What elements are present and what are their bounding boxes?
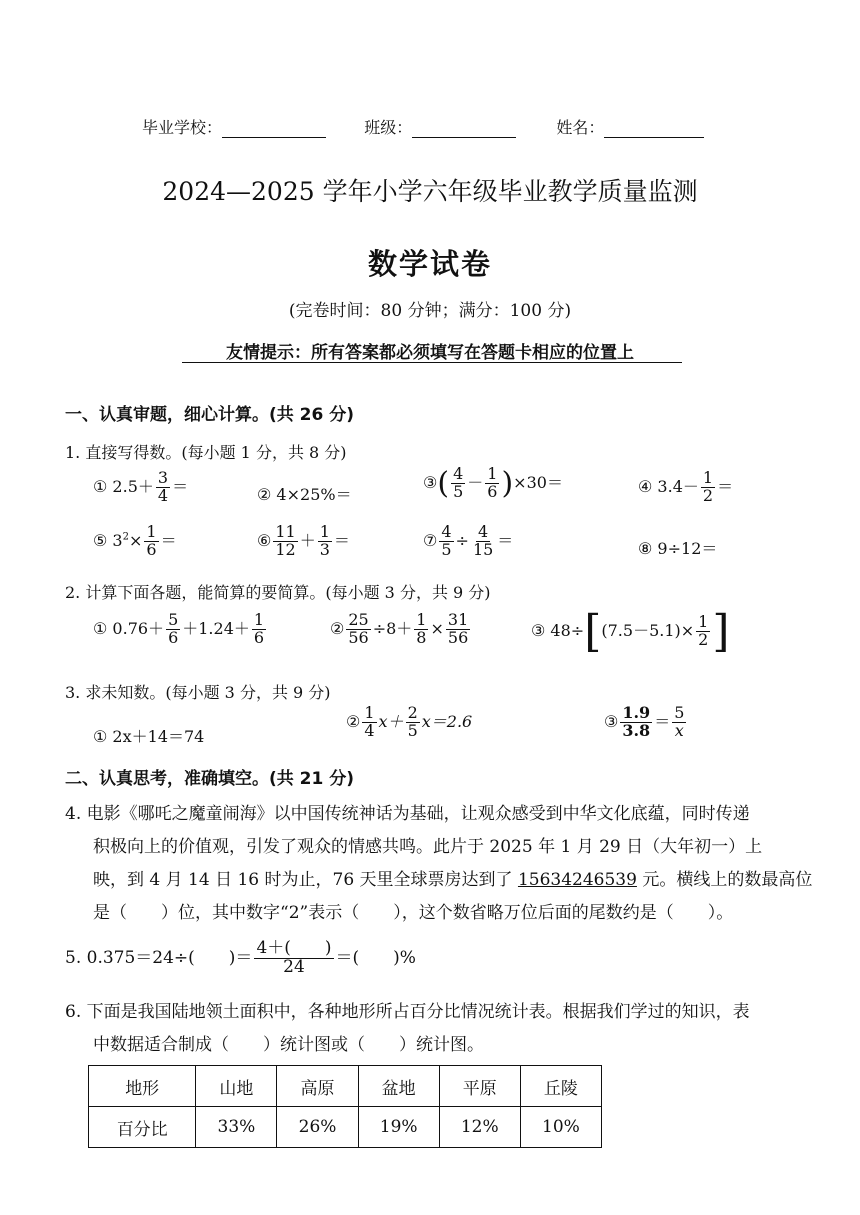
q1-item-5: ⑤ $3^2\times$ $\frac{1}{6}$ ＝ <box>93 522 177 559</box>
tip-underline <box>182 362 682 363</box>
fraction: $\frac{1}{2}$ <box>698 612 709 649</box>
q6-line-1: 6. 下面是我国陆地领土面积中，各种地形所占百分比情况统计表。根据我们学过的知识，表 <box>65 1002 750 1022</box>
table-cell: 19% <box>358 1107 439 1148</box>
q2-item-2: ② $\frac{25}{56}$ ÷8＋ $\frac{1}{8}$ × $\frac{31}{56}$ <box>330 610 469 647</box>
fraction: $\frac{1}{4}$ <box>364 703 375 740</box>
q2-stem: 2. 计算下面各题，能简算的要简算。(每小题 3 分，共 9 分) <box>65 583 491 602</box>
fraction: $\frac{4}{15}$ <box>472 522 494 559</box>
fraction: $\frac{1}{8}$ <box>416 610 427 647</box>
table-header-row <box>89 1066 602 1107</box>
fraction: $\frac{4+( )}{24}$ <box>256 938 332 977</box>
q3-stem: 3. 求未知数。(每小题 3 分，共 9 分) <box>65 683 331 702</box>
class-blank[interactable] <box>412 119 516 138</box>
school-label: 毕业学校： <box>142 118 223 137</box>
fraction: $\frac{1}{6}$ <box>253 610 265 647</box>
fraction: $\frac{31}{56}$ <box>447 610 469 647</box>
terrain-table <box>88 1065 602 1148</box>
fraction: $\frac{1}{6}$ <box>146 522 157 559</box>
table-cell: 12% <box>439 1107 520 1148</box>
fraction: $\frac{5}{x}$ <box>674 703 685 740</box>
fraction: $\frac{4}{5}$ <box>453 464 464 501</box>
table-cell: 33% <box>196 1107 277 1148</box>
q1-item-7: ⑦ $\frac{4}{5}$ ÷ $\frac{4}{15}$ ＝ <box>423 522 514 559</box>
exam-title: 2024—2025 学年小学六年级毕业教学质量监测 <box>162 177 698 206</box>
q1-item-2: ② 4×25%＝ <box>257 485 352 504</box>
exam-subtitle: 数学试卷 <box>367 247 492 281</box>
q4-line-2: 积极向上的价值观，引发了观众的情感共鸣。此片于 2025 年 1 月 29 日（大年初一）上 <box>93 837 763 857</box>
table-cell: 高原 <box>277 1066 358 1107</box>
table-row <box>89 1107 602 1148</box>
fraction: $\frac{4}{5}$ <box>441 522 452 559</box>
name-label: 姓名： <box>556 118 605 137</box>
q2-item-3: ③ 48÷[(7.5－5.1)× $\frac{1}{2}$ ] <box>531 606 730 657</box>
table-cell: 平原 <box>439 1066 520 1107</box>
q1-item-4: ④ 3.4－ $\frac{1}{2}$ ＝ <box>638 468 734 505</box>
fraction: $\frac{3}{4}$ <box>157 468 169 505</box>
answer-tip: 友情提示：所有答案都必须填写在答题卡相应的位置上 <box>226 343 634 363</box>
q1-item-6: ⑥ $\frac{11}{12}$ ＋ $\frac{1}{3}$ ＝ <box>257 522 350 559</box>
table-cell: 百分比 <box>89 1107 196 1148</box>
fraction: $\frac{11}{12}$ <box>275 522 296 559</box>
table-cell: 地形 <box>89 1066 196 1107</box>
fraction: $\frac{1}{6}$ <box>487 464 498 501</box>
fraction: $\frac{2}{5}$ <box>407 703 418 740</box>
table-cell: 盆地 <box>358 1066 439 1107</box>
fraction: $\frac{5}{6}$ <box>168 610 179 647</box>
section2-heading: 二、认真思考，准确填空。(共 21 分) <box>65 769 355 789</box>
section1-heading: 一、认真审题，细心计算。(共 26 分) <box>65 405 355 425</box>
table-cell: 丘陵 <box>520 1066 601 1107</box>
q4-line-3: 映，到 4 月 14 日 16 时为止，76 天里全球票房达到了 15634246539 元。横线上的数最高位 <box>93 870 813 890</box>
q2-item-1: ① 0.76＋ $\frac{5}{6}$ ＋1.24＋ $\frac{1}{6}$ <box>93 610 265 647</box>
q3-item-3: ③ $\frac{1.9}{3.8}$ ＝ $\frac{5}{x}$ <box>604 703 685 740</box>
name-blank[interactable] <box>604 119 704 138</box>
q6-line-2: 中数据适合制成（ ）统计图或（ ）统计图。 <box>93 1035 484 1055</box>
q3-item-1: ① 2x＋14＝74 <box>93 727 205 746</box>
table-cell: 10% <box>520 1107 601 1148</box>
class-label: 班级： <box>364 118 413 137</box>
fraction: $\frac{1.9}{3.8}$ <box>622 703 651 740</box>
time-note: (完卷时间：80 分钟；满分：100 分) <box>288 301 572 321</box>
q4-line-1: 4. 电影《哪吒之魔童闹海》以中国传统神话为基础，让观众感受到中华文化底蕴，同时传递 <box>65 804 750 824</box>
q4-line-4: 是（ ）位，其中数字“2”表示（ ），这个数省略万位后面的尾数约是（ ）。 <box>93 903 734 923</box>
q1-item-3: ③( $\frac{4}{5}$ － $\frac{1}{6}$ )×30＝ <box>423 464 563 501</box>
q1-item-1: ① 2.5＋ $\frac{3}{4}$ ＝ <box>93 468 189 505</box>
student-info-line <box>142 115 704 138</box>
fraction: $\frac{1}{2}$ <box>702 468 714 505</box>
fraction: $\frac{1}{3}$ <box>319 522 330 559</box>
fraction: $\frac{25}{56}$ <box>348 610 369 647</box>
school-blank[interactable] <box>222 119 326 138</box>
q5-line: 5. 0.375＝24÷( )＝ $\frac{4+( )}{24}$ ＝( )% <box>65 938 416 977</box>
q3-item-2: ② $\frac{1}{4}$ x＋ $\frac{2}{5}$ x＝2.6 <box>346 703 473 740</box>
q1-item-8: ⑧ 9÷12＝ <box>638 539 718 558</box>
table-cell: 山地 <box>196 1066 277 1107</box>
table-cell: 26% <box>277 1107 358 1148</box>
q1-stem: 1. 直接写得数。(每小题 1 分，共 8 分) <box>65 443 347 462</box>
box-office-number: 15634246539 <box>517 870 637 890</box>
